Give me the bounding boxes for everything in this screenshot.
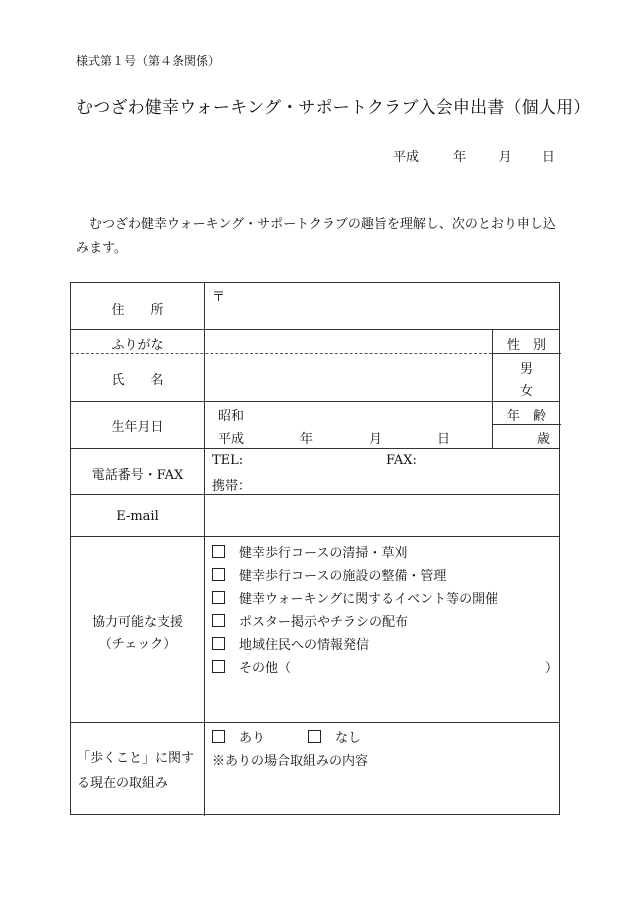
checkbox[interactable] [212, 568, 225, 581]
support-option-text: 健幸ウォーキングに関するイベント等の開催 [239, 592, 499, 607]
intro-paragraph [76, 213, 562, 261]
walking-no-text: なし [335, 731, 362, 746]
application-form-table [70, 282, 560, 815]
checkbox[interactable] [212, 637, 225, 650]
checkbox[interactable] [212, 545, 225, 558]
postal-mark: 〒 [212, 290, 226, 305]
walking-label-2: る現在の取組み [77, 776, 169, 791]
document-title: むつざわ健幸ウォーキング・サポートクラブ入会申出書（個人用） [76, 98, 591, 118]
checkbox[interactable] [212, 591, 225, 604]
era-showa[interactable]: 昭和 [218, 409, 245, 424]
intro-text: むつざわ健幸ウォーキング・サポートクラブの趣旨を理解し、次のとおり申し込みます。 [76, 217, 556, 256]
furigana-input[interactable] [205, 330, 491, 352]
support-option-text: ポスター掲示やチラシの配布 [239, 615, 409, 630]
support-option-text: 健幸歩行コースの清掃・草刈 [239, 546, 408, 561]
date-month: 月 [498, 150, 512, 165]
support-option-text: 地域住民への情報発信 [239, 638, 370, 653]
support-label: 協力可能な支援 [91, 615, 183, 630]
support-option-text: 健幸歩行コースの施設の整備・管理 [239, 569, 447, 584]
birth-day-unit: 日 [437, 432, 451, 447]
walking-no-option[interactable] [308, 727, 361, 746]
gender-female[interactable]: 女 [519, 384, 533, 399]
email-input[interactable] [205, 495, 560, 535]
support-option-cleaning[interactable] [212, 542, 407, 561]
walking-yes-option[interactable] [212, 727, 265, 746]
tel-label[interactable]: TEL: [212, 453, 244, 468]
age-label: 年 齢 [506, 409, 546, 424]
support-check-label: （チェック） [98, 637, 177, 652]
phone-fax-label: 電話番号・FAX [91, 468, 184, 483]
support-option-events[interactable] [212, 588, 498, 607]
support-option-text: その他（ [239, 661, 292, 676]
support-option-posters[interactable] [212, 611, 408, 630]
furigana-label: ふりがな [111, 338, 164, 353]
support-option-other[interactable] [212, 657, 291, 676]
date-year: 年 [453, 150, 467, 165]
birth-year-unit: 年 [300, 432, 314, 447]
gender-label: 性 別 [506, 338, 546, 353]
checkbox[interactable] [212, 660, 225, 673]
birth-month-unit: 月 [369, 432, 383, 447]
fax-label[interactable]: FAX: [386, 453, 417, 468]
gender-male[interactable]: 男 [519, 362, 533, 377]
birth-date-label: 生年月日 [111, 420, 164, 435]
support-option-info[interactable] [212, 634, 369, 653]
name-label: 氏 名 [111, 373, 164, 388]
checkbox[interactable] [212, 730, 225, 743]
email-label: E-mail [116, 509, 159, 524]
date-era: 平成 [393, 150, 420, 165]
name-input[interactable] [205, 354, 491, 400]
checkbox[interactable] [308, 730, 321, 743]
address-label: 住 所 [111, 303, 164, 318]
support-option-facilities[interactable] [212, 565, 446, 584]
other-close-paren: ） [545, 661, 559, 676]
mobile-label[interactable]: 携帯： [212, 479, 252, 494]
era-heisei[interactable]: 平成 [218, 432, 245, 447]
form-number: 様式第１号（第４条関係） [76, 54, 221, 68]
checkbox[interactable] [212, 614, 225, 627]
walking-note: ※ありの場合取組みの内容 [212, 754, 369, 769]
age-unit: 歳 [537, 432, 551, 447]
date-day: 日 [541, 150, 555, 165]
walking-yes-text: あり [239, 731, 266, 746]
walking-label: 「歩くこと」に関す [77, 751, 195, 766]
application-date [393, 146, 555, 165]
